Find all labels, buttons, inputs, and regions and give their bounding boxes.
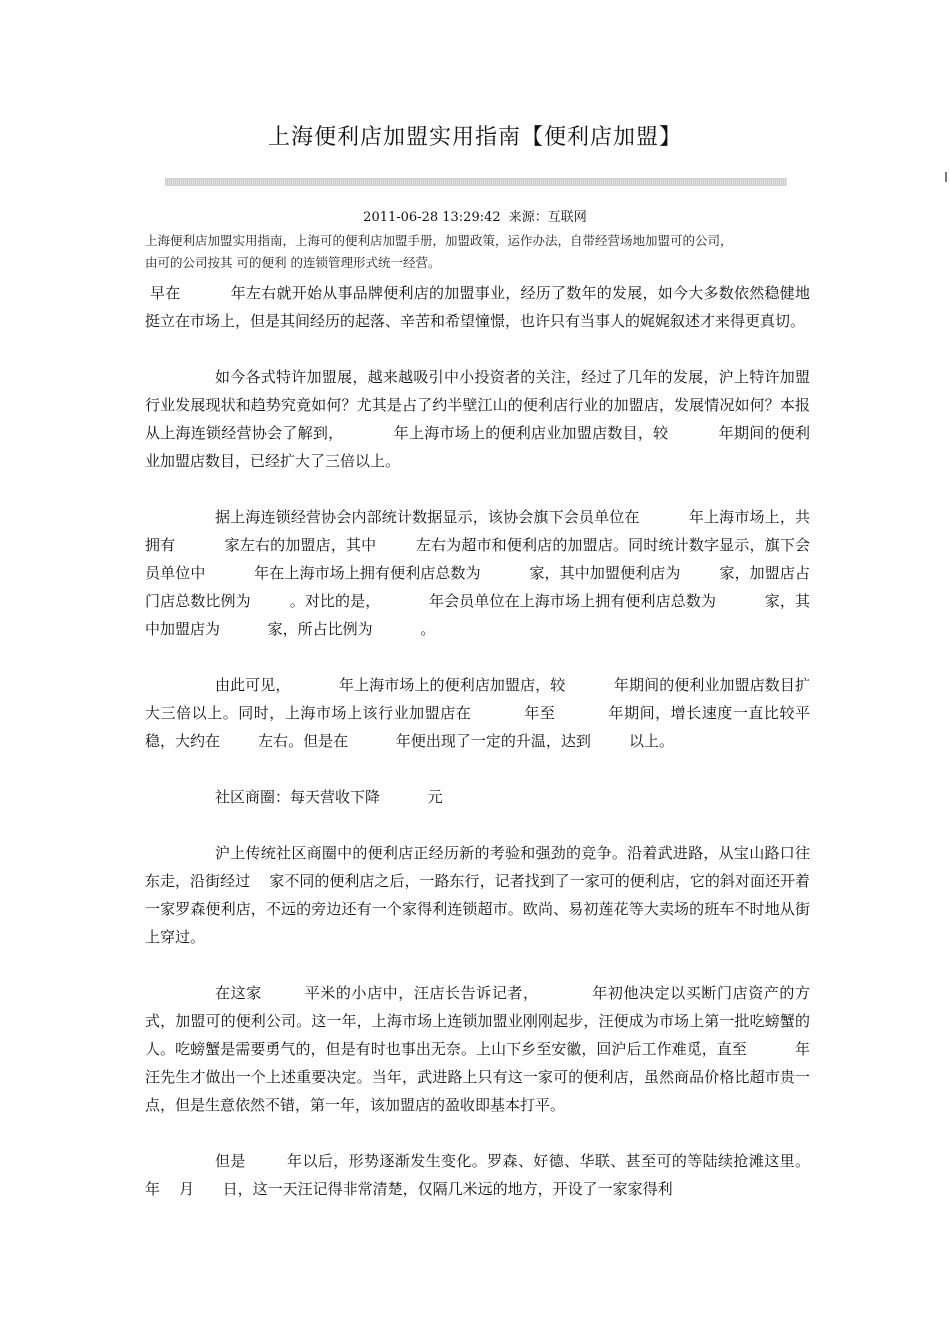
- summary-line: 由可的公司按其 可的便利 的连锁管理形式统一经营。: [145, 255, 441, 270]
- page-title: 上海便利店加盟实用指南【便利店加盟】: [267, 125, 682, 150]
- summary-line: 上海便利店加盟实用指南，上海可的便利店加盟手册，加盟政策，运作办法，自带经营场地加盟可的公司，: [145, 233, 733, 248]
- body-paragraph: 如今各式特许加盟展，越来越吸引中小投资者的关注，经过了几年的发展，沪上特许加盟行业发展现状和趋势究竟如何？尤其是占了约半壁江山的便利店行业的加盟店，发展情况如何？本报从上海连锁经营协会了解到， 年上海市场上的便利店业加盟店数目，较 年期间的便利业加盟店数目，已经扩大了三倍以上。: [145, 368, 810, 470]
- edge-mark: [945, 172, 947, 182]
- title-divider: [165, 178, 787, 186]
- article-source: 来源：互联网: [508, 210, 587, 225]
- article-body: [145, 279, 849, 1231]
- body-paragraph: 早在 年左右就开始从事品牌便利店的加盟事业，经历了数年的发展，如今大多数依然稳健地挺立在市场上，但是其间经历的起落、辛苦和希望憧憬，也许只有当事人的娓娓叙述才来得更真切。: [145, 284, 810, 330]
- article-datetime: 2011-06-28 13:29:42: [363, 210, 501, 225]
- section-heading: 社区商圈：每天营收下降 元: [215, 788, 443, 806]
- body-paragraph: 沪上传统社区商圈中的便利店正经历新的考验和强劲的竞争。沿着武进路，从宝山路口往东走，沿街经过 家不同的便利店之后，一路东行，记者找到了一家可的便利店，它的斜对面还开着一家罗森便利店，不远的旁边还有一个家得利连锁超市。欧尚、易初莲花等大卖场的班车不时地从街上穿过。: [145, 844, 810, 946]
- body-paragraph: 在这家 平米的小店中，汪店长告诉记者， 年初他决定以买断门店资产的方式，加盟可的便利公司。这一年，上海市场上连锁加盟业刚刚起步，汪便成为市场上第一批吃螃蟹的人。吃螃蟹是需要勇气的，但是有时也事出无奈。上山下乡至安徽，回沪后工作难觅，直至 年汪先生才做出一个上述重要决定。当年，武进路上只有这一家可的便利店，虽然商品价格比超市贵一点，但是生意依然不错，第一年，该加盟店的盈收即基本打平。: [145, 984, 810, 1114]
- article-meta: [0, 206, 950, 225]
- body-paragraph: 但是 年以后，形势逐渐发生变化。罗森、好德、华联、甚至可的等陆续抢滩这里。 年 月 日，这一天汪记得非常清楚，仅隔几米远的地方，开设了一家家得利: [145, 1152, 849, 1198]
- article-summary: [145, 230, 810, 274]
- body-paragraph: 据上海连锁经营协会内部统计数据显示，该协会旗下会员单位在 年上海市场上，共拥有 家左右的加盟店，其中 左右为超市和便利店的加盟店。同时统计数字显示，旗下会员单位中 年在上海市场上拥有便利店总数为 家，其中加盟便利店为 家，加盟店占门店总数比例为 。对比的是， 年会员单位在上海市场上拥有便利店总数为 家，其中加盟店为 家，所占比例为 。: [145, 508, 810, 638]
- body-paragraph: 由此可见， 年上海市场上的便利店加盟店，较 年期间的便利业加盟店数目扩大三倍以上。同时，上海市场上该行业加盟店在 年至 年期间，增长速度一直比较平稳，大约在 左右。但是在 年便出现了一定的升温，达到 以上。: [145, 676, 810, 750]
